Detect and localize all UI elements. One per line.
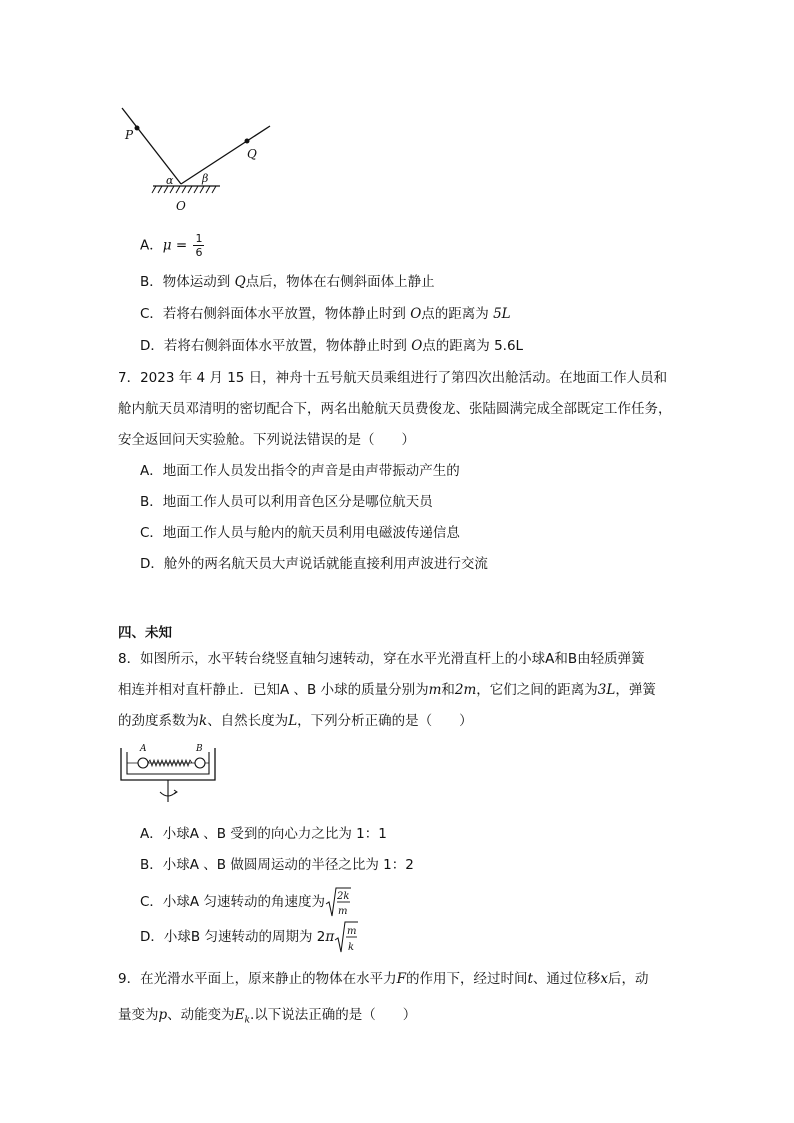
point-p-marker	[135, 126, 140, 131]
q6-option-b-prefix: B．物体运动到	[140, 274, 235, 290]
q6-option-d	[140, 334, 523, 354]
q6-option-c-mid: 点的距离为	[421, 306, 494, 322]
q7-stem-line-1: 7．2023 年 4 月 15 日，神舟十五号航天员乘组进行了第四次出舱活动。在地面工作人员和	[118, 370, 668, 386]
ball-b	[195, 758, 205, 768]
q8-line3-part-b: 、自然长度为	[207, 713, 289, 729]
q8-option-a: A．小球A 、B 受到的向心力之比为 1：1	[140, 826, 387, 842]
q7-option-b: B．地面工作人员可以利用音色区分是哪位航天员	[140, 494, 433, 510]
q8-line2-part-d: ，弹簧	[615, 682, 656, 698]
q8-option-c	[140, 886, 351, 918]
q6-option-d-prefix: D．若将右侧斜面体水平放置，物体静止时到	[140, 338, 412, 354]
q9-line1-part-d: 后，动	[608, 971, 649, 987]
label-q: Q	[247, 147, 257, 161]
sqrt-m-over-k	[334, 920, 358, 954]
ball-a	[138, 758, 148, 768]
q7-option-d: D．舱外的两名航天员大声说话就能直接利用声波进行交流	[140, 556, 488, 572]
time-t: t	[527, 971, 533, 987]
label-p: P	[125, 128, 134, 142]
q6-option-b-suffix: 点后，物体在右侧斜面体上静止	[245, 274, 435, 290]
q8-line3-part-c: ，下列分析正确的是（ ）	[297, 713, 473, 729]
label-alpha: α	[166, 174, 174, 187]
turntable-spring-figure	[118, 740, 224, 804]
q6-option-c	[140, 302, 511, 322]
section-heading: 四、未知	[118, 625, 172, 641]
q8-option-d-prefix: D．小球B 匀速转动的周期为 2	[140, 929, 326, 945]
q8-stem-line-2	[118, 678, 656, 698]
q9-line2-part-b: 、动能变为	[167, 1007, 235, 1023]
pi-symbol: π	[325, 929, 335, 945]
q7-stem-line-3: 安全返回问天实验舱。下列说法错误的是（ ）	[118, 432, 415, 448]
q6-option-c-prefix: C．若将右侧斜面体水平放置，物体静止时到	[140, 306, 411, 322]
point-o-symbol: O	[411, 338, 423, 354]
q8-option-d	[140, 920, 358, 954]
point-q-symbol: Q	[234, 274, 246, 290]
q6-option-a-prefix: A．	[140, 237, 163, 254]
q6-option-a	[140, 232, 204, 259]
momentum-p: p	[158, 1007, 168, 1023]
mass-2m: 2m	[454, 682, 477, 698]
q9-line1-part-a: 9．在光滑水平面上，原来静止的物体在水平力	[118, 971, 397, 987]
label-beta: β	[202, 172, 209, 185]
q9-stem-line-1	[118, 967, 649, 987]
distance-3l: 3L	[597, 682, 616, 698]
ek-letter: E	[234, 1007, 245, 1023]
q9-line2-part-a: 量变为	[118, 1007, 159, 1023]
ek-subscript: k	[244, 1015, 250, 1026]
stiffness-k: k	[199, 713, 208, 729]
label-o: O	[176, 199, 186, 213]
q8-stem-line-1: 8．如图所示，水平转台绕竖直轴匀速转动，穿在水平光滑直杆上的小球A和B由轻质弹簧	[118, 651, 645, 667]
equals-sign: =	[171, 237, 192, 254]
point-o-symbol: O	[410, 306, 422, 322]
sqrt-2k-over-m	[325, 886, 351, 918]
q9-line1-part-b: 的作用下，经过时间	[405, 971, 528, 987]
mass-m: m	[428, 682, 442, 698]
q8-line2-part-b: 和	[441, 682, 455, 698]
q6-option-d-mid: 点的距离为	[422, 338, 495, 354]
sqrt-denominator: m	[337, 906, 348, 917]
q6-option-b	[140, 270, 435, 290]
sqrt-numerator: m	[347, 926, 357, 937]
q9-line2-part-c: .以下说法正确的是（ ）	[249, 1007, 417, 1023]
mu-symbol: μ	[162, 237, 172, 254]
q8-line2-part-a: 相连并相对直杆静止．已知A 、B 小球的质量分别为	[118, 682, 429, 698]
q8-line2-part-c: ，它们之间的距离为	[476, 682, 598, 698]
point-q-marker	[245, 139, 250, 144]
distance-value: 5L	[493, 306, 511, 322]
fraction-denominator: 6	[195, 246, 203, 259]
displacement-x: x	[600, 971, 609, 987]
length-l: L	[288, 713, 298, 729]
q7-option-a: A．地面工作人员发出指令的声音是由声带振动产生的	[140, 463, 460, 479]
kinetic-energy-symbol	[234, 1007, 250, 1026]
q8-option-c-prefix: C．小球A 匀速转动的角速度为	[140, 894, 325, 910]
q8-option-b: B．小球A 、B 做圆周运动的半径之比为 1：2	[140, 857, 414, 873]
sqrt-numerator: 2k	[336, 891, 350, 902]
fraction-numerator: 1	[195, 232, 203, 245]
q8-stem-line-3	[118, 709, 473, 729]
label-a: A	[140, 744, 147, 754]
q8-line3-part-a: 的劲度系数为	[118, 713, 199, 729]
inclined-planes-figure	[110, 100, 290, 215]
q9-line1-part-c: 、通过位移	[532, 971, 601, 987]
sqrt-denominator: k	[348, 942, 355, 953]
q9-stem-line-2	[118, 1003, 416, 1026]
distance-value: 5.6L	[494, 338, 524, 354]
one-sixth-fraction	[193, 232, 204, 259]
q7-option-c: C．地面工作人员与舱内的航天员利用电磁波传递信息	[140, 525, 460, 541]
force-f: F	[396, 971, 406, 987]
label-b: B	[196, 744, 203, 754]
q7-stem-line-2: 舱内航天员邓清明的密切配合下，两名出舱航天员费俊龙、张陆圆满完成全部既定工作任务，	[118, 401, 672, 417]
